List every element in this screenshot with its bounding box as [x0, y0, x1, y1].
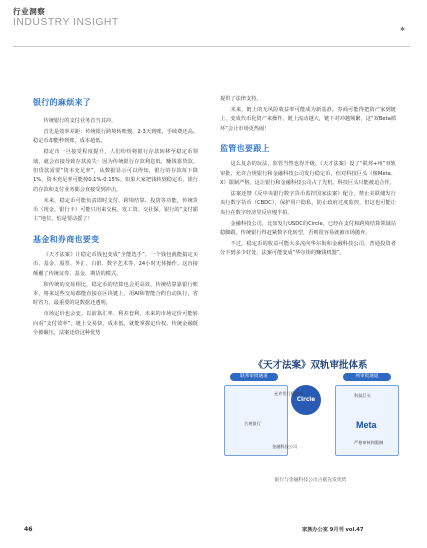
paragraph: 未来，稳定币可能负责即时支付、跨境结算、投资等功能，传统货币（现金、银行卡）可能只用来交税、发工资、交社保。银行的“支付霸主”地位，怕是要动摇了！ [33, 197, 198, 223]
header-divider [13, 46, 410, 47]
figure-title: 《天才法案》双轨审批体系 [253, 360, 368, 371]
paragraph: 首先是效率差距：传统银行跨境转账慢，2-3天到账，手续费还高。稳定币却能秒到账，成本超低。 [33, 129, 198, 145]
left-column [33, 117, 198, 340]
fig-label: 合规银行 [244, 421, 261, 426]
right-column [220, 95, 396, 260]
paragraph: 不过，稳定币的收益可能大多流向华尔街和金融科技公司，普通投资者分不到多少好处，法案可能变成“华尔街的赚钱机器”。 [220, 241, 396, 257]
star-icon: ✱ [400, 26, 406, 33]
dual-track-figure [222, 357, 399, 498]
paragraph: 传统银行的支付业务首当其冲。 [43, 118, 117, 124]
page-number: 46 [24, 526, 33, 533]
paragraph: 稳定币一旦接受程度提升，人们纷纷将银行存款转移至稳定币领域，就会直接导致存款流失：因为传统银行存款利息低，赚钱靠贷款。但贷款需要“资本充足率”，从数据显示可以得知，银行的存款每下降1%，资本充足率可能掉0.1%-0.15%。如果大家把钱转到稳定币，银行的存款和支付业务都会直接受到冲击。 [33, 149, 198, 193]
paragraph: 金融科技公司，比如发行USDC的Circle，已经在支付和跨境结算领域站稳脚跟。传统银行得赶紧数字化转型，否则很容易就被市场抛弃。 [220, 220, 396, 236]
magazine-info: 家族办公室 9月刊 vol.47 [302, 527, 364, 533]
fig-label: 允许发行稳定币 [274, 391, 304, 396]
meta-logo: Meta [356, 420, 377, 430]
fig-label: 严格审核和限制 [354, 440, 384, 445]
section-title-en: INDUSTRY INSIGHT [13, 17, 119, 28]
paragraph: 法案还禁《反中央银行数字货币监控国家法案》配合，禁止美联储发行央行数字货币（CBDC），保护用户隐私，防止政府过度监控。但这也可能让央行在数字经济里反应慢半拍。 [220, 190, 396, 216]
fig-label: 金融科技公司 [272, 444, 298, 449]
section-title-cn: 行业洞察 [13, 7, 46, 16]
heading-regulation: 监管也要跟上 [220, 143, 270, 153]
state-channel-pill: 州审批通道 [343, 373, 391, 381]
paragraph: 提供了法律支持。 [220, 96, 262, 102]
paragraph: 市场定价也会变。以前靠汇率、利差套利，未来的市场定价可能转向看“支付效率”。链上交易快、成本低，就能掌握定价权。传统金融既全被碾压，法案还给这种优势 [33, 311, 198, 336]
paragraph: 未来，链上的无风险收益率可能成为新基准。券商可能得把资产家到链上，变成代币化资产来操作。链上流动越大，链下对冲越频繁，这“双Beta循环”会让市场更热闹！ [220, 107, 396, 132]
paragraph: 和传统的交易相比，稳定币的结算也会更高效。传统结算靠银行账本，将来这些交易都能直接在区块链上，用AI和智能合约自动执行，省时省力，最重要的是数据还透明。 [33, 281, 198, 307]
heading-funds: 基金和券商也要变 [33, 234, 100, 244]
paragraph: 《天才法案》让稳定币钱包变成“全能选手”。一个钱包就能搞定买币、基金、股票、外汇、白银、数字艺术等，24小时无休操作。这直接颠覆了传统证券、基金、期货的模式。 [33, 251, 198, 277]
fig-label: 科技巨头 [354, 393, 371, 398]
circle-logo: Circle [291, 385, 321, 415]
heading-banks: 银行的麻烦来了 [33, 98, 92, 107]
paragraph: 这么复杂的玩法，监管当然也得升级。《天才法案》设了“联邦+州”双轨审批，允许合规银行和金融科技公司发行稳定币，但对科技巨头（像Meta、X）限制严格。这让银行和金融科技公司占了先机，科技巨头只能被迫合作。 [220, 161, 396, 186]
figure-caption: 银行与金融科技公司占据先发优势 [274, 478, 347, 483]
federal-channel-pill: 联邦审批通道 [230, 373, 278, 381]
